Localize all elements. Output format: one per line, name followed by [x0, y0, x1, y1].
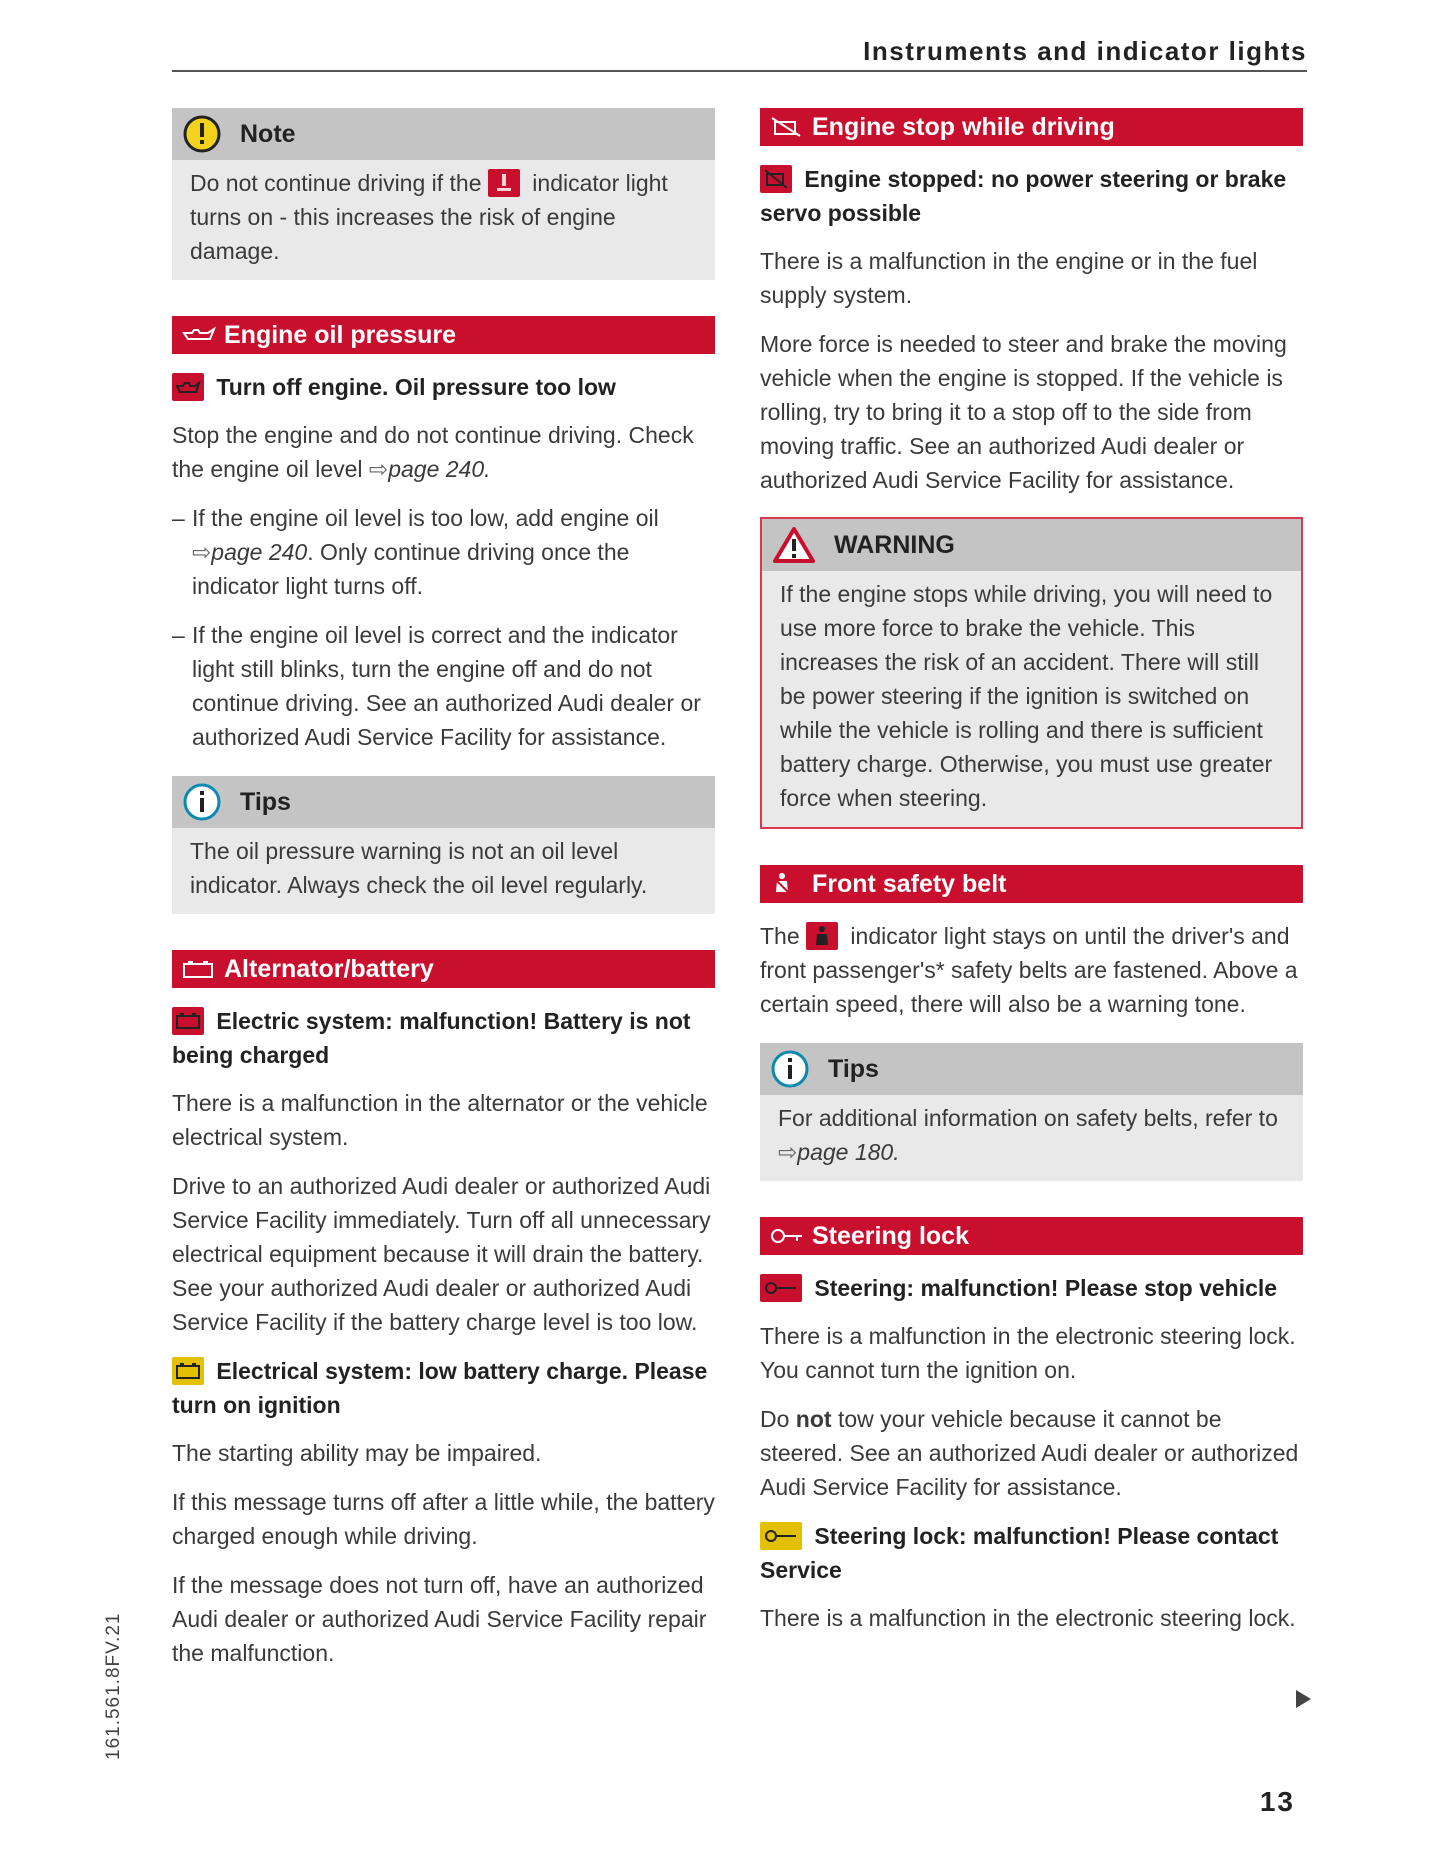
oil-bullet-1-text-b: . Only continue driving once the indicator light turns off. [192, 539, 630, 599]
info-icon [182, 782, 222, 822]
engine-section-title: Engine stop while driving [812, 113, 1115, 141]
belt-tips-header [760, 1043, 1303, 1095]
header-rule [172, 70, 1307, 72]
battery-red-indicator-icon [172, 1007, 204, 1035]
warning-triangle-icon [772, 526, 816, 564]
oil-tips-text: The oil pressure warning is not an oil level indicator. Always check the oil level regularly. [190, 838, 648, 898]
warning-box [760, 517, 1303, 829]
warning-text: If the engine stops while driving, you will need to use more force to brake the vehicle. This increases the risk of an accident. There will still be power steering if the ignition is switched on while the vehicle is rolling and there is sufficient battery charge. Otherwise, you must use greater force when steering. [780, 581, 1273, 811]
battery-yellow-indicator-icon [172, 1357, 204, 1385]
note-text-before: Do not continue driving if the [190, 170, 482, 196]
seat-belt-indicator-icon [806, 922, 838, 950]
oil-section-title: Engine oil pressure [224, 321, 457, 349]
belt-tips-box [760, 1043, 1303, 1181]
engine-paragraph-1: There is a malfunction in the engine or in the fuel supply system. [760, 248, 1258, 308]
oil-tips-header [172, 776, 715, 828]
alt-paragraph-2: Drive to an authorized Audi dealer or authorized Audi Service Facility immediately. Turn off all unnecessary electrical equipment because it will drain the battery. See your authorized Audi dealer or authorized Audi Service Facility if the battery charge level is too low. [172, 1173, 711, 1335]
oil-can-icon [182, 324, 216, 346]
oil-message-text: Turn off engine. Oil pressure too low [216, 374, 616, 400]
right-column [760, 108, 1303, 1650]
running-header: Instruments and indicator lights [863, 36, 1307, 66]
alt-section-title: Alternator/battery [224, 955, 434, 983]
alt-paragraph-3: The starting ability may be impaired. [172, 1440, 542, 1466]
steer-section-title: Steering lock [812, 1222, 969, 1250]
oil-tips-title: Tips [240, 787, 291, 816]
belt-page-ref-text: page 180 [797, 1139, 894, 1165]
oil-page-ref-text: page 240 [388, 456, 485, 482]
oil-message [172, 370, 715, 404]
section-engine-stop [760, 108, 1303, 146]
oil-bullet-2: – If the engine oil level is correct and the indicator light still blinks, turn the engine off and do not continue driving. See an authorized Audi dealer or authorized Audi Service Facility for assistance. [172, 622, 701, 750]
oil-tips-box [172, 776, 715, 914]
engine-stop-indicator-icon [760, 165, 792, 193]
oil-tips-body [172, 828, 715, 914]
alt-message-1 [172, 1004, 715, 1072]
warning-body [762, 571, 1301, 827]
alt-paragraph-5: If the message does not turn off, have an authorized Audi dealer or authorized Audi Service Facility repair the malfunction. [172, 1572, 707, 1666]
note-body [172, 160, 715, 280]
steering-red-indicator-icon [760, 1274, 802, 1302]
steering-yellow-indicator-icon [760, 1522, 802, 1550]
steer-message-2-text: Steering lock: malfunction! Please contact Service [760, 1523, 1279, 1583]
note-text-after: indicator light turns on - this increases the risk of engine damage. [190, 170, 668, 264]
steer-p2-bold: not [795, 1406, 832, 1432]
seat-belt-icon [770, 873, 804, 895]
page-number: 13 [1259, 1786, 1295, 1817]
alt-message-2 [172, 1354, 715, 1422]
steer-message-1-text: Steering: malfunction! Please stop vehicle [814, 1275, 1278, 1301]
steer-paragraph-2 [760, 1402, 1303, 1504]
battery-icon [182, 958, 216, 980]
oil-bullet-1-text: If the engine oil level is too low, add engine oil [192, 505, 659, 531]
steer-p2-a: Do [760, 1406, 790, 1432]
oil-indicator-icon [172, 373, 204, 401]
coolant-indicator-icon [488, 169, 520, 197]
steering-lock-icon [770, 1225, 804, 1247]
note-title: Note [240, 119, 296, 148]
belt-text-after: indicator light stays on until the driver's and front passenger's* safety belts are fastened. Above a certain speed, there will also be a warning tone. [760, 923, 1298, 1017]
oil-page-ref[interactable]: ⇨page 240. [368, 456, 491, 482]
steer-message-1 [760, 1271, 1303, 1305]
oil-paragraph-text: Stop the engine and do not continue driving. Check the engine oil level [172, 422, 694, 482]
engine-message-text: Engine stopped: no power steering or brake servo possible [760, 166, 1287, 226]
info-icon [770, 1049, 810, 1089]
oil-bullet-1: – If the engine oil level is too low, add engine oil ⇨page 240. Only continue driving once the indicator light turns off. [172, 505, 659, 599]
alt-paragraph-1: There is a malfunction in the alternator or the vehicle electrical system. [172, 1090, 708, 1150]
alt-message-2-text: Electrical system: low battery charge. Please turn on ignition [172, 1358, 708, 1418]
oil-bullet-page-ref-text: page 240 [211, 539, 308, 565]
engine-stop-icon [770, 116, 804, 138]
oil-paragraph [172, 418, 715, 486]
left-column [172, 108, 715, 1685]
continue-arrow-icon [1296, 1690, 1311, 1708]
warning-title: WARNING [834, 530, 955, 559]
steer-paragraph-3: There is a malfunction in the electronic steering lock. [760, 1605, 1296, 1631]
section-steering-lock [760, 1217, 1303, 1255]
note-exclamation-icon [182, 114, 222, 154]
oil-bullet-page-ref[interactable]: ⇨page 240 [192, 539, 308, 565]
section-alternator-battery [172, 950, 715, 988]
alt-message-1-text: Electric system: malfunction! Battery is not being charged [172, 1008, 691, 1068]
section-engine-oil-pressure [172, 316, 715, 354]
document-code: 161.561.8FV.21 [103, 1612, 124, 1760]
belt-page-ref[interactable]: ⇨page 180. [778, 1139, 900, 1165]
engine-paragraph-2: More force is needed to steer and brake the moving vehicle when the engine is stopped. If the vehicle is rolling, try to bring it to a stop off to the side from moving traffic. See an authorized Audi dealer or authorized Audi Service Facility for assistance. [760, 331, 1287, 493]
steer-p2-b: tow your vehicle because it cannot be steered. See an authorized Audi dealer or authorized Audi Service Facility for assistance. [760, 1406, 1299, 1500]
belt-section-title: Front safety belt [812, 870, 1007, 898]
warning-header [762, 519, 1301, 571]
section-front-safety-belt [760, 865, 1303, 903]
belt-tips-text: For additional information on safety belts, refer to [778, 1105, 1278, 1131]
steer-message-2 [760, 1519, 1303, 1587]
alt-paragraph-4: If this message turns off after a little while, the battery charged enough while driving. [172, 1489, 715, 1549]
steer-paragraph-1: There is a malfunction in the electronic steering lock. You cannot turn the ignition on. [760, 1323, 1296, 1383]
note-box-header [172, 108, 715, 160]
belt-text-before: The [760, 923, 800, 949]
belt-paragraph [760, 919, 1303, 1021]
belt-tips-title: Tips [828, 1054, 879, 1083]
belt-tips-body [760, 1095, 1303, 1181]
engine-message [760, 162, 1303, 230]
note-box [172, 108, 715, 280]
oil-bullet-2-text: If the engine oil level is correct and the indicator light still blinks, turn the engine off and do not continue driving. See an authorized Audi dealer or authorized Audi Service Facility for assistance. [192, 622, 701, 750]
